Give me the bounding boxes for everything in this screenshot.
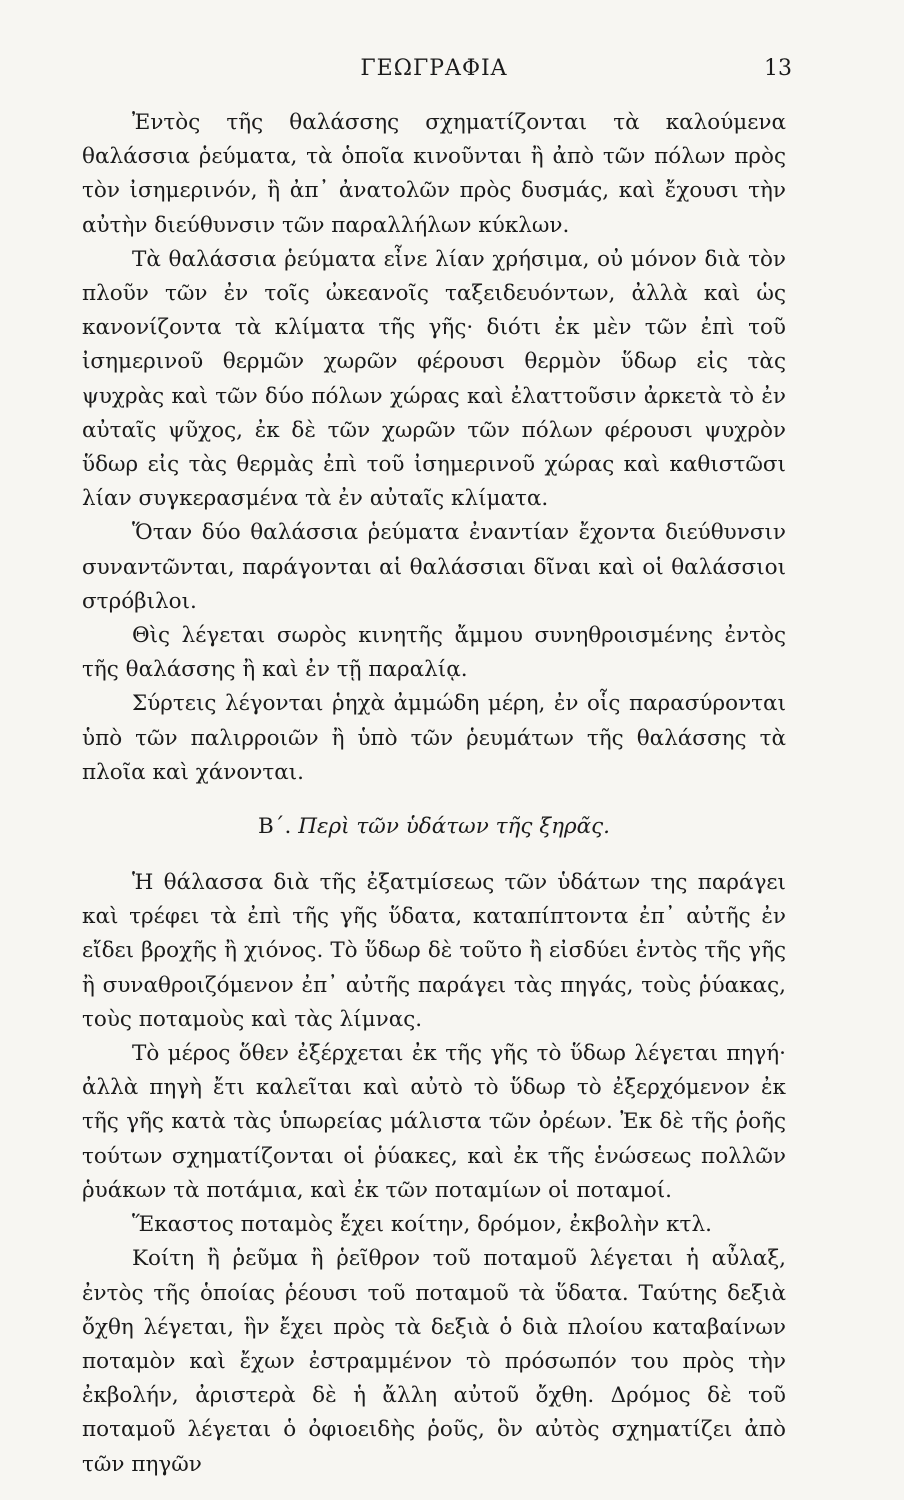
paragraph-sandbank: Θὶς λέγεται σωρὸς κινητῆς ἄμμου συνηθροισμένης ἐντὸς τῆς θαλάσσης ἢ καὶ ἐν τῇ παραλίᾳ. (82, 623, 786, 683)
section-heading (82, 810, 786, 844)
paragraph-river-bed: Κοίτη ἢ ῥεῦμα ἢ ῥεῖθρον τοῦ ποταμοῦ λέγεται ἡ αὖλαξ, ἐντὸς τῆς ὁποίας ῥέουσι τοῦ ποταμοῦ τὰ ὕδατα. Ταύτης δεξιὰ ὄχθη λέγεται, ἣν ἔχει πρὸς τὰ δεξιὰ ὁ διὰ πλοίου καταβαίνων ποταμὸν καὶ ἔχων ἐστραμμένον τὸ πρόσωπόν του πρὸς τὴν ἐκβολήν, ἀριστερὰ δὲ ἡ ἄλλη αὐτοῦ ὄχθη. Δρόμος δὲ τοῦ ποταμοῦ λέγεται ὁ ὀφιοειδὴς ῥοῦς, ὃν αὐτὸς σχηματίζει ἀπὸ τῶν πηγῶν (82, 1246, 786, 1477)
section-title: Περὶ τῶν ὑδάτων τῆς ξηρᾶς. (298, 814, 611, 840)
paragraph-whirlpools: Ὅταν δύο θαλάσσια ῥεύματα ἐναντίαν ἔχοντα διεύθυνσιν συναντῶνται, παράγονται αἱ θαλάσσιαι δῖναι καὶ οἱ θαλάσσιοι στρόβιλοι. (82, 520, 786, 614)
paragraph-syrtes: Σύρτεις λέγονται ῥηχὰ ἀμμώδη μέρη, ἐν οἷς παρασύρονται ὑπὸ τῶν παλιρροιῶν ἢ ὑπὸ τῶν ῥευμάτων τῆς θαλάσσης τὰ πλοῖα καὶ χάνονται. (82, 691, 786, 785)
paragraph-springs: Τὸ μέρος ὅθεν ἐξέρχεται ἐκ τῆς γῆς τὸ ὕδωρ λέγεται πηγή· ἀλλὰ πηγὴ ἔτι καλεῖται καὶ αὐτὸ τὸ ὕδωρ τὸ ἐξερχόμενον ἐκ τῆς γῆς κατὰ τὰς ὑπωρείας μάλιστα τῶν ὀρέων. Ἐκ δὲ τῆς ῥοῆς τούτων σχηματίζονται οἱ ῥύακες, καὶ ἐκ τῆς ἑνώσεως πολλῶν ῥυάκων τὰ ποτάμια, καὶ ἐκ τῶν ποταμίων οἱ ποταμοί. (82, 1041, 786, 1203)
page-title: ΓΕΩΓΡΑΦΙΑ (360, 56, 508, 81)
section-number: Β΄. (257, 814, 292, 840)
book-page (82, 56, 792, 1482)
paragraph-currents-usefulness: Τὰ θαλάσσια ῥεύματα εἶνε λίαν χρήσιμα, οὐ μόνον διὰ τὸν πλοῦν τῶν ἐν τοῖς ὠκεανοῖς ταξειδευόντων, ἀλλὰ καὶ ὡς κανονίζοντα τὰ κλίματα τῆς γῆς· διότι ἐκ μὲν τῶν ἐπὶ τοῦ ἰσημερινοῦ θερμῶν χωρῶν φέρουσι θερμὸν ὕδωρ εἰς τὰς ψυχρὰς καὶ τῶν δύο πόλων χώρας καὶ ἐλαττοῦσιν ἀρκετὰ τὸ ἐν αὐταῖς ψῦχος, ἐκ δὲ τῶν χωρῶν τῶν πόλων φέρουσι ψυχρὸν ὕδωρ εἰς τὰς θερμὰς ἐπὶ τοῦ ἰσημερινοῦ χώρας καὶ καθιστῶσι λίαν συγκερασμένα τὰ ἐν αὐταῖς κλίματα. (82, 246, 786, 512)
paragraph-river-parts: Ἕκαστος ποταμὸς ἔχει κοίτην, δρόμον, ἐκβολὴν κτλ. (132, 1212, 712, 1238)
running-head (82, 56, 792, 92)
paragraph-sea-currents: Ἐντὸς τῆς θαλάσσης σχηματίζονται τὰ καλούμενα θαλάσσια ῥεύματα, τὰ ὁποῖα κινοῦνται ἢ ἀπὸ τῶν πόλων πρὸς τὸν ἰσημερινόν, ἢ ἀπ᾽ ἀνατολῶν πρὸς δυσμάς, καὶ ἔχουσι τὴν αὐτὴν διεύθυνσιν τῶν παραλλήλων κύκλων. (82, 110, 786, 238)
page-number: 13 (764, 56, 792, 81)
paragraph-sea-evaporation: Ἡ θάλασσα διὰ τῆς ἐξατμίσεως τῶν ὑδάτων της παράγει καὶ τρέφει τὰ ἐπὶ τῆς γῆς ὕδατα, καταπίπτοντα ἐπ᾽ αὐτῆς ἐν εἴδει βροχῆς ἢ χιόνος. Τὸ ὕδωρ δὲ τοῦτο ἢ εἰσδύει ἐντὸς τῆς γῆς ἢ συναθροιζόμενον ἐπ᾽ αὐτῆς παράγει τὰς πηγάς, τοὺς ῥύακας, τοὺς ποταμοὺς καὶ τὰς λίμνας. (82, 870, 786, 1032)
